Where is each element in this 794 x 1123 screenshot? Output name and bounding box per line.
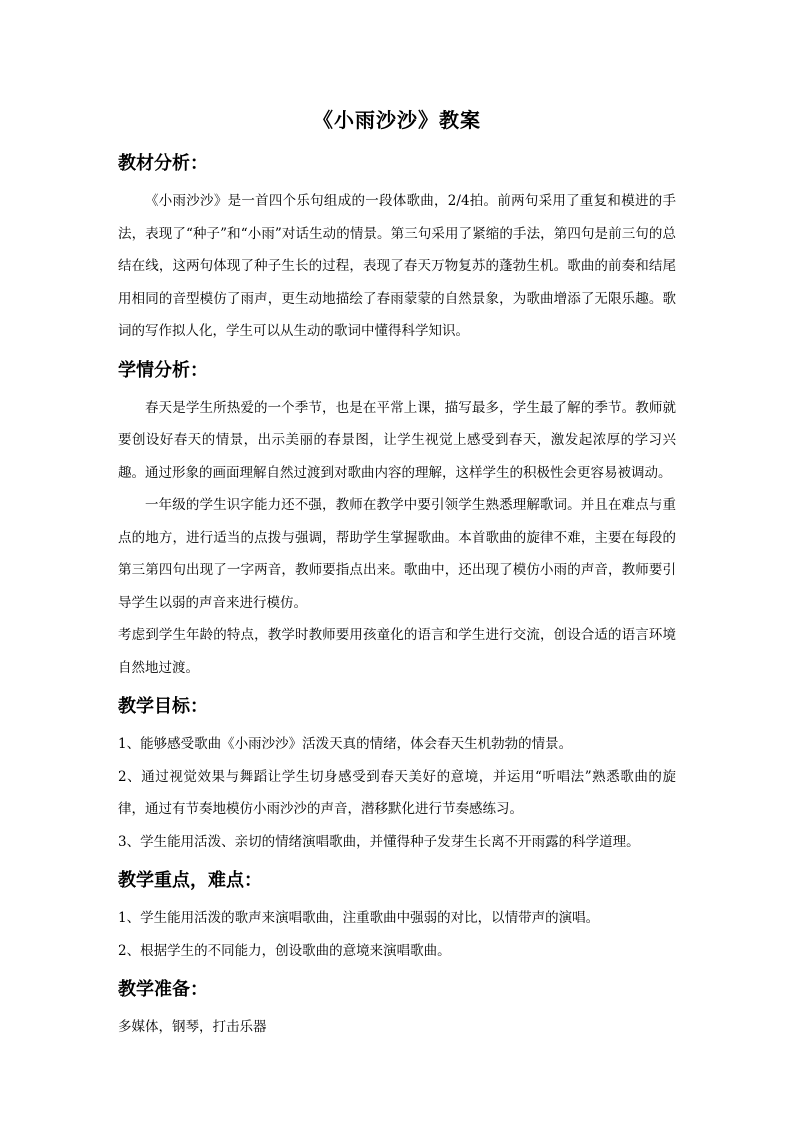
material-paragraph: 《小雨沙沙》是一首四个乐句组成的一段体歌曲，2/4拍。前两句采用了重复和模进的手法，表现了“种子”和“小雨”对话生动的情景。第三句采用了紧缩的手法，第四句是前三句的总结在线，这两句体现了种子生长的过程，表现了春天万物复苏的蓬勃生机。歌曲的前奏和结尾用相同的音型模仿了雨声，更生动地描绘了春雨蒙蒙的自然景象，为歌曲增添了无限乐趣。歌词的写作拟人化，学生可以从生动的歌词中懂得科学知识。 [118, 193, 676, 339]
learner-paragraph-1: 春天是学生所热爱的一个季节，也是在平常上课，描写最多，学生最了解的季节。教师就要创设好春天的情景，出示美丽的春景图，让学生视觉上感受到春天，激发起浓厚的学习兴趣。通过形象的画面理解自然过渡到对歌曲内容的理解，这样学生的积极性会更容易被调动。 [118, 399, 676, 481]
learner-paragraph-3: 考虑到学生年龄的特点，教学时教师要用孩童化的语言和学生进行交流，创设合适的语言环境自然地过渡。 [118, 627, 676, 676]
learner-paragraph-2: 一年级的学生识字能力还不强，教师在教学中要引领学生熟悉理解歌词。并且在难点与重点的地方，进行适当的点拨与强调，帮助学生掌握歌曲。本首歌曲的旋律不难，主要在每段的第三第四句出现了一字两音，教师要指点出来。歌曲中，还出现了模仿小雨的声音，教师要引导学生以弱的声音来进行模仿。 [118, 497, 676, 611]
goal-item: 1、能够感受歌曲《小雨沙沙》活泼天真的情绪，体会春天生机勃勃的情景。 [118, 736, 573, 752]
key-point-item: 1、学生能用活泼的歌声来演唱歌曲，注重歌曲中强弱的对比，以情带声的演唱。 [118, 910, 600, 926]
section-heading-learner: 学情分析： [118, 359, 208, 381]
document-title: 《小雨沙沙》教案 [313, 108, 481, 132]
section-heading-key-points: 教学重点，难点： [118, 870, 262, 891]
goal-item: 3、学生能用活泼、亲切的情绪演唱歌曲，并懂得种子发芽生长离不开雨露的科学道理。 [118, 833, 640, 850]
section-heading-material: 教材分析： [118, 153, 208, 174]
preparation-text: 多媒体，钢琴，打击乐器 [118, 1019, 267, 1035]
section-heading-goals: 教学目标： [118, 696, 208, 717]
section-heading-preparation: 教学准备： [118, 979, 208, 1000]
key-point-item: 2、根据学生的不同能力，创设歌曲的意境来演唱歌曲。 [118, 942, 451, 959]
goal-item: 2、通过视觉效果与舞蹈让学生切身感受到春天美好的意境，并运用“听唱法”熟悉歌曲的旋律，通过有节奏地模仿小雨沙沙的声音，潜移默化进行节奏感练习。 [118, 768, 676, 817]
